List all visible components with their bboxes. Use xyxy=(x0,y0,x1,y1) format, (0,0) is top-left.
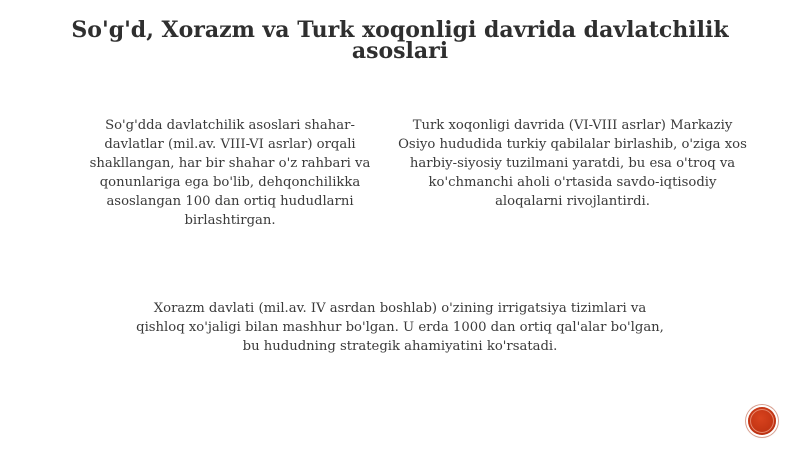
slide-title: So'g'd, Xorazm va Turk xoqonligi davrida davlatchilik asoslari xyxy=(71,17,729,64)
text-block-sogd: So'g'dda davlatchilik asoslari shahar-davlatlar (mil.av. VIII-VI asrlar) orqali shakllangan, har bir shahar o'z rahbari va qonunlariga ega bo'lib, dehqonchilikka asoslangan 100 dan ortiq hududlarni birlashtirgan. xyxy=(89,118,371,228)
circle-button-icon xyxy=(750,409,774,433)
text-block-turk-xoqonligi: Turk xoqonligi davrida (VI-VIII asrlar) Markaziy Osiyo hududida turkiy qabilalar birlashib, o'ziga xos harbiy-siyosiy tuzilmani yaratdi, bu esa o'troq va ko'chmanchi aholi o'rtasida savdo-iqtisodiy aloqalarni rivojlantirdi. xyxy=(398,118,747,209)
text-block-xorazm: Xorazm davlati (mil.av. IV asrdan boshlab) o'zining irrigatsiya tizimlari va qishloq xo'jaligi bilan mashhur bo'lgan. U erda 1000 dan ortiq qal'alar bo'lgan, bu hududning strategik ahamiyatini ko'rsatadi. xyxy=(136,301,664,354)
next-slide-button[interactable] xyxy=(748,407,776,435)
